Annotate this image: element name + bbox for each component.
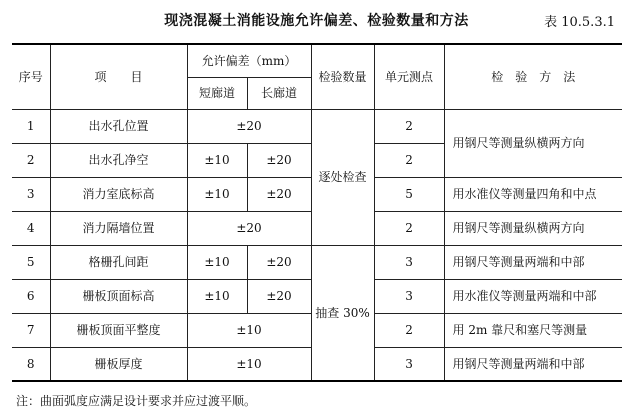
row-points: 2 [374, 143, 444, 177]
row-method: 用钢尺等测量两端和中部 [444, 347, 622, 381]
row-points: 2 [374, 211, 444, 245]
table-row [12, 245, 622, 279]
row-method: 用钢尺等测量纵横两方向 [444, 109, 622, 177]
row-number: 8 [12, 347, 50, 381]
row-tolerance: ±10 [187, 347, 311, 381]
row-item: 栅板厚度 [50, 347, 187, 381]
row-points: 5 [374, 177, 444, 211]
row-points: 3 [374, 347, 444, 381]
row-tolerance: ±10 [187, 313, 311, 347]
header-long-corridor: 长廊道 [247, 77, 311, 109]
row-long-tolerance: ±20 [247, 279, 311, 313]
header-row [12, 44, 622, 77]
row-points: 3 [374, 245, 444, 279]
table-title: 现浇混凝土消能设施允许偏差、检验数量和方法 [164, 13, 469, 29]
row-short-tolerance: ±10 [187, 245, 247, 279]
header-method: 检 验 方 法 [444, 44, 622, 109]
row-number: 5 [12, 245, 50, 279]
row-number: 6 [12, 279, 50, 313]
row-method: 用 2m 靠尺和塞尺等测量 [444, 313, 622, 347]
row-item: 格栅孔间距 [50, 245, 187, 279]
row-long-tolerance: ±20 [247, 245, 311, 279]
row-item: 消力室底标高 [50, 177, 187, 211]
inspect-qty-group: 逐处检查 [311, 109, 374, 245]
row-method: 用水准仪等测量四角和中点 [444, 177, 622, 211]
row-item: 出水孔净空 [50, 143, 187, 177]
inspect-qty-group: 抽查 30% [311, 245, 374, 381]
row-item: 出水孔位置 [50, 109, 187, 143]
header-short-corridor: 短廊道 [187, 77, 247, 109]
row-number: 1 [12, 109, 50, 143]
header-tolerance: 允许偏差（mm） [187, 44, 311, 77]
row-item: 栅板顶面平整度 [50, 313, 187, 347]
header-inspect-qty: 检验数量 [311, 44, 374, 109]
row-short-tolerance: ±10 [187, 177, 247, 211]
header-item: 项 目 [50, 44, 187, 109]
tolerance-table [12, 43, 622, 382]
row-method: 用钢尺等测量纵横两方向 [444, 211, 622, 245]
row-points: 3 [374, 279, 444, 313]
header-unit-points: 单元测点 [374, 44, 444, 109]
table-note: 注：曲面弧度应满足设计要求并应过渡平顺。 [16, 394, 257, 408]
row-item: 栅板顶面标高 [50, 279, 187, 313]
header-seq: 序号 [12, 44, 50, 109]
row-number: 3 [12, 177, 50, 211]
row-points: 2 [374, 109, 444, 143]
row-tolerance: ±20 [187, 211, 311, 245]
table-number: 表 10.5.3.1 [544, 15, 615, 30]
row-method: 用钢尺等测量两端和中部 [444, 245, 622, 279]
row-long-tolerance: ±20 [247, 143, 311, 177]
row-method: 用水准仪等测量两端和中部 [444, 279, 622, 313]
row-points: 2 [374, 313, 444, 347]
row-short-tolerance: ±10 [187, 143, 247, 177]
row-long-tolerance: ±20 [247, 177, 311, 211]
row-number: 4 [12, 211, 50, 245]
row-tolerance: ±20 [187, 109, 311, 143]
row-short-tolerance: ±10 [187, 279, 247, 313]
row-item: 消力隔墙位置 [50, 211, 187, 245]
table-row [12, 109, 622, 143]
row-number: 2 [12, 143, 50, 177]
row-number: 7 [12, 313, 50, 347]
